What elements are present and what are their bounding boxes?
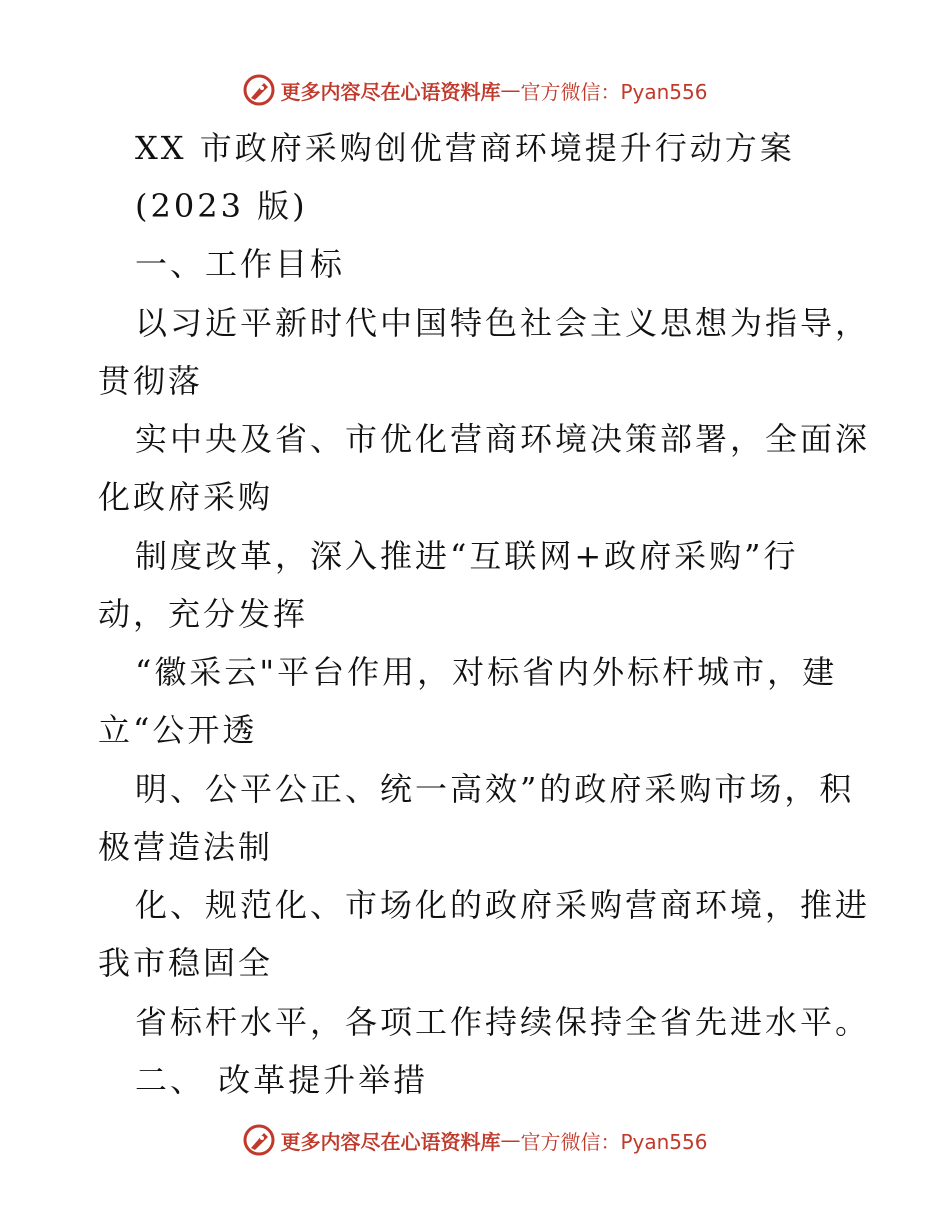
header-watermark-banner [0, 70, 950, 110]
watermark-wechat-text: 官方微信：Pyan556 [520, 1129, 708, 1154]
paragraph-line: 省标杆水平，各项工作持续保持全省先进水平。 [135, 1003, 871, 1041]
pen-nib-logo-icon [242, 73, 276, 107]
watermark-brand-text: 更多内容尽在心语资料库 [280, 79, 501, 104]
paragraph-line: 以习近平新时代中国特色社会主义思想为指导， [135, 304, 871, 342]
watermark-dash: — [500, 78, 521, 102]
paragraph-line: 极营造法制 [98, 828, 274, 866]
paragraph-line: 化政府采购 [98, 478, 274, 516]
footer-watermark-banner [0, 1120, 950, 1160]
section-heading-1: 一、工作目标 [135, 245, 346, 283]
paragraph-line: 化、规范化、市场化的政府采购营商环境，推进 [135, 886, 871, 924]
paragraph-line: “徽采云"平台作用，对标省内外标杆城市，建 [135, 653, 838, 691]
paragraph-line: 明、公平公正、统一高效”的政府采购市场，积 [135, 770, 855, 808]
document-subtitle: (2023 版) [135, 187, 308, 225]
paragraph-line: 立“公开透 [98, 711, 258, 749]
paragraph-line: 制度改革，深入推进“互联网+政府采购”行 [135, 537, 799, 575]
document-title: XX 市政府采购创优营商环境提升行动方案 [135, 129, 795, 167]
pen-nib-logo-icon [242, 1123, 276, 1157]
watermark-dash: — [500, 1128, 521, 1152]
paragraph-line: 贯彻落 [98, 362, 204, 400]
paragraph-line: 动，充分发挥 [98, 595, 309, 633]
paragraph-line: 我市稳固全 [98, 944, 274, 982]
watermark-brand-text: 更多内容尽在心语资料库 [280, 1129, 501, 1154]
paragraph-line: 实中央及省、市优化营商环境决策部署，全面深 [135, 420, 871, 458]
section-heading-2: 二、 改革提升举措 [135, 1061, 429, 1099]
watermark-wechat-text: 官方微信：Pyan556 [520, 79, 708, 104]
